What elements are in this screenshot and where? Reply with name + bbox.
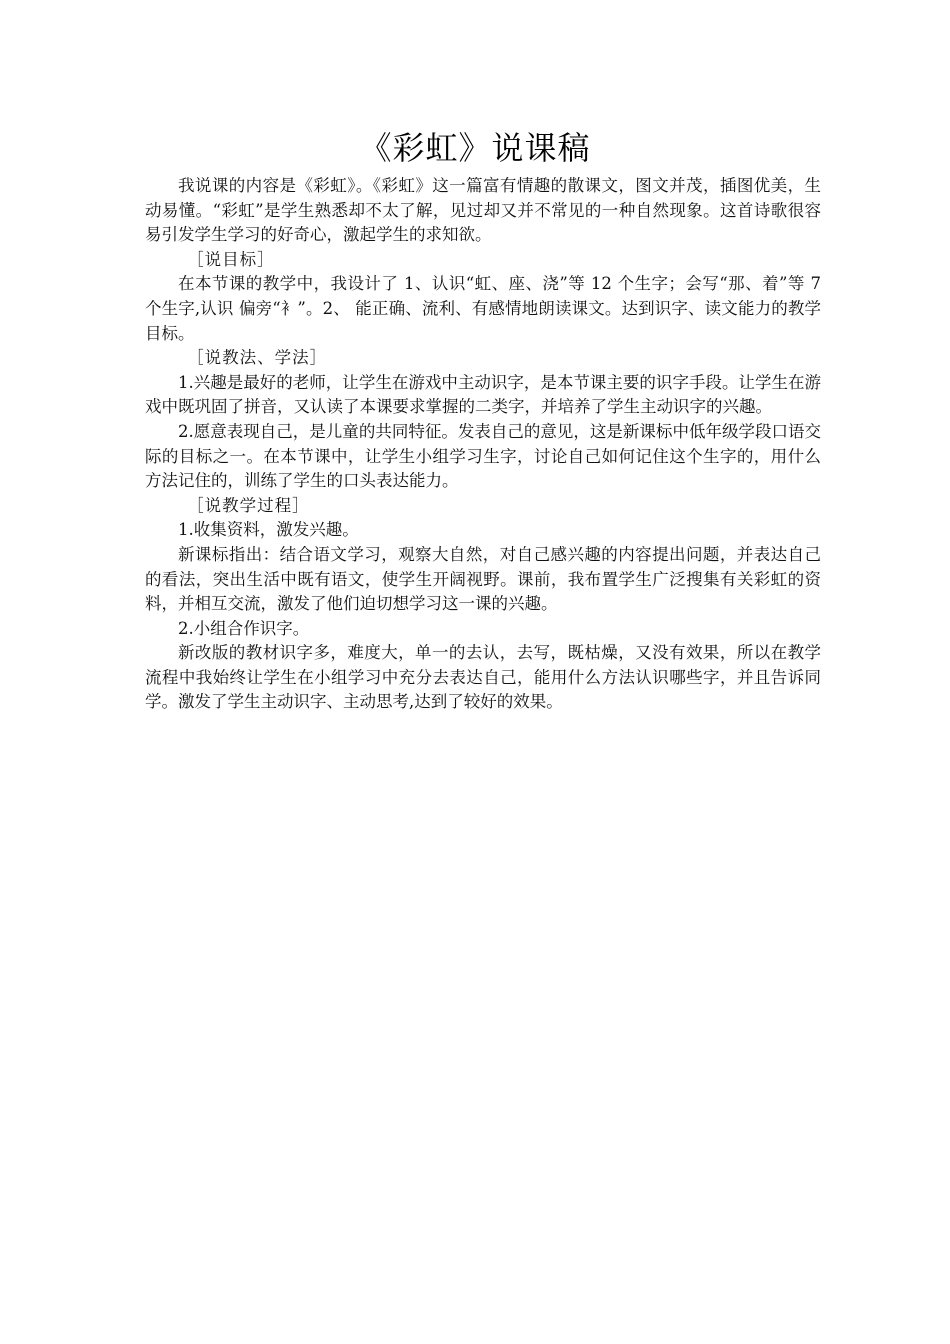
section-heading-methods: ［说教法、学法］: [187, 348, 328, 368]
section-heading-process: ［说教学过程］: [187, 495, 310, 515]
paragraph-method-2: 2.愿意表现自己，是儿童的共同特征。发表自己的意见，这是新课标中低年级学段口语交际的目标之一。在本节课中，让学生小组学习生字，讨论自己如何记住这个生字的，用什么方法记住的，训练了学生的口头表达能力。: [145, 421, 821, 491]
paragraph-process-step-1: 1.收集资料，激发兴趣。: [178, 520, 359, 540]
paragraph-goals: 在本节课的教学中，我设计了 1、认识“虹、座、浇”等 12 个生字；会写“那、着”等 7 个生字,认识 偏旁“衤”。2、 能正确、流利、有感情地朗读课文。达到识字、读文能力的教学目标。: [145, 274, 821, 343]
paragraph-intro: 我说课的内容是《彩虹》。《彩虹》这一篇富有情趣的散课文，图文并茂，插图优美，生动易懂。“彩虹”是学生熟悉却不太了解，见过却又并不常见的一种自然现象。这首诗歌很容易引发学生学习的好奇心，激起学生的求知欲。: [145, 176, 821, 245]
document-body: [145, 174, 821, 715]
paragraph-process-step-2: 2.小组合作识字。: [178, 618, 310, 638]
section-heading-goals: ［说目标］: [187, 249, 275, 269]
paragraph-process-step-1-detail: 新课标指出：结合语文学习，观察大自然，对自己感兴趣的内容提出问题，并表达自己的看法，突出生活中既有语文，使学生开阔视野。课前，我布置学生广泛搜集有关彩虹的资料，并相互交流，激发了他们迫切想学习这一课的兴趣。: [145, 544, 821, 614]
document-title: 《彩虹》说课稿: [359, 129, 591, 167]
paragraph-process-step-2-detail: 新改版的教材识字多，难度大，单一的去认，去写，既枯燥，又没有效果，所以在教学流程中我始终让学生在小组学习中充分去表达自己，能用什么方法认识哪些字，并且告诉同学。激发了学生主动识字、主动思考,达到了较好的效果。: [145, 643, 821, 712]
paragraph-method-1: 1.兴趣是最好的老师，让学生在游戏中主动识字，是本节课主要的识字手段。让学生在游戏中既巩固了拼音，又认读了本课要求掌握的二类字，并培养了学生主动识字的兴趣。: [145, 372, 821, 417]
